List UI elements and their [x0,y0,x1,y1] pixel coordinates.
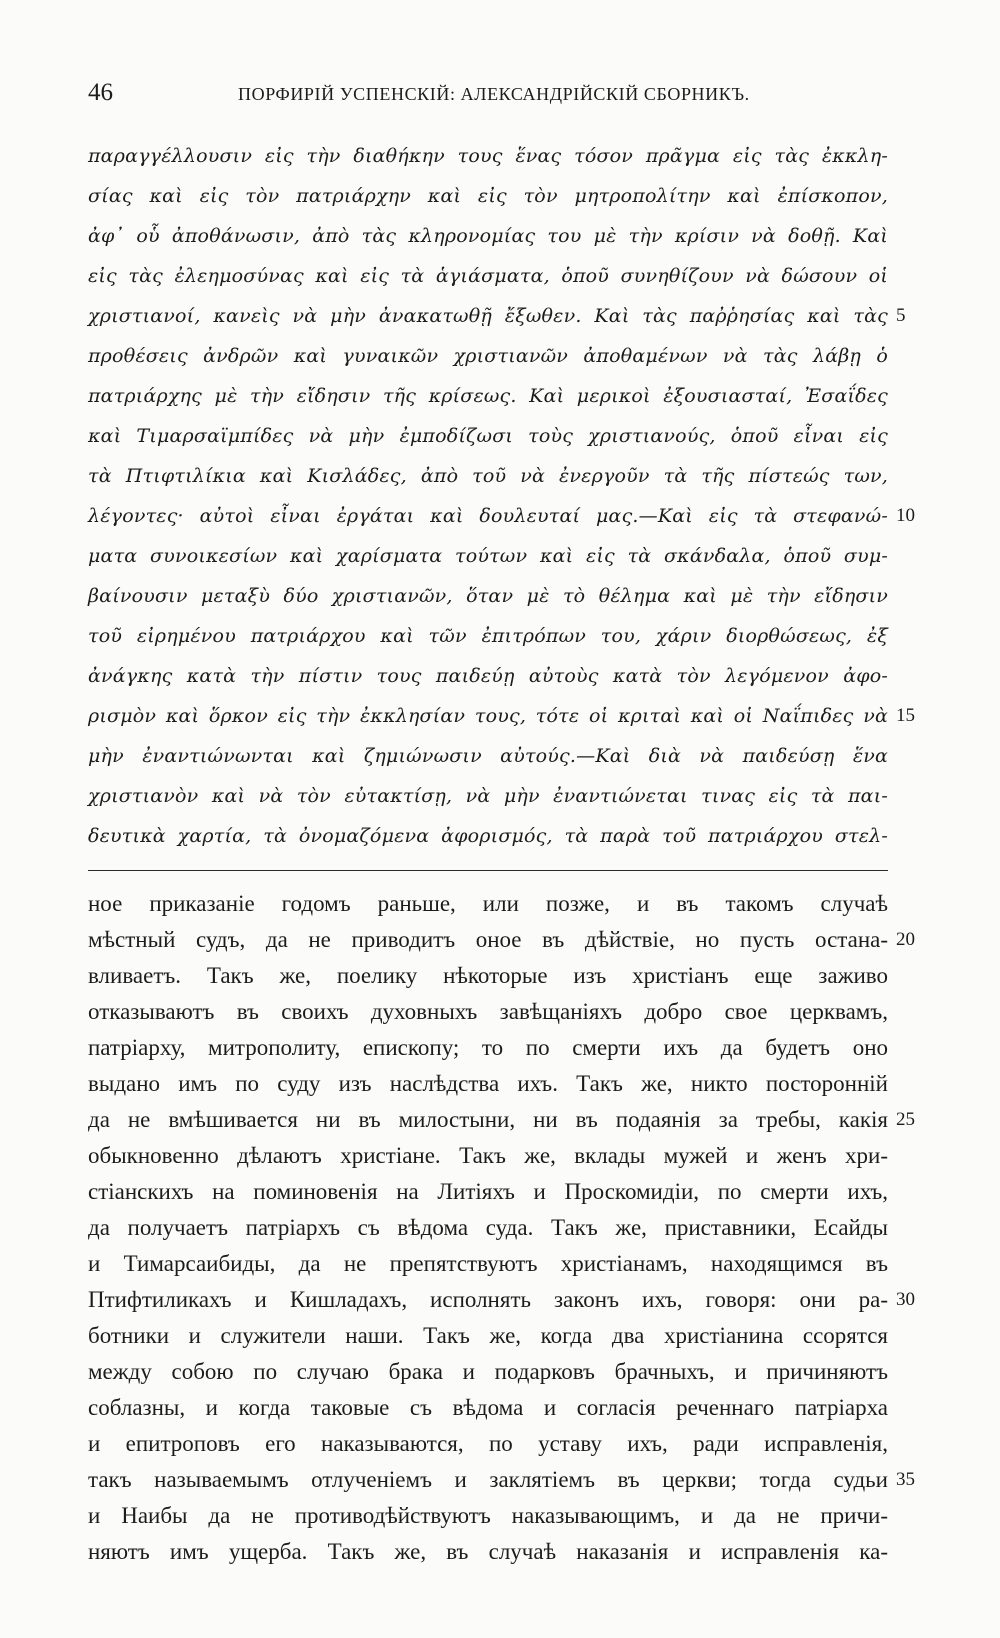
greek-line: ματα συνοικεσίων καὶ χαρίσματα τούτων καὶ εἰς τὰ σκάνδαλα, ὁποῦ συμ- [88,545,888,567]
greek-line: ἀνάγκης κατὰ τὴν πίστιν τους παιδεύῃ αὐτοὺς κατὰ τὸν λεγόμενον ἀφο- [88,665,888,687]
russian-line: и Тимарсаибиды, да не препятствуютъ христіанамъ, находящимся въ [88,1251,888,1276]
line-number: 5 [896,305,906,326]
russian-line: стіанскихъ на поминовенія на Литіяхъ и Проскомидіи, по смерти ихъ, [88,1179,888,1204]
greek-line: δευτικὰ χαρτία, τὰ ὀνομαζόμενα ἀφορισμός, τὰ παρὰ τοῦ πατριάρχου στελ- [88,825,888,847]
greek-line: χριστιανὸν καὶ νὰ τὸν εὐτακτίσῃ, νὰ μὴν ἐναντιώνεται τινας εἰς τὰ παι- [88,785,888,807]
russian-line: выдано имъ по суду изъ наслѣдства ихъ. Такъ же, никто посторонній [88,1071,888,1096]
line-number: 20 [896,929,915,950]
line-number: 30 [896,1289,915,1310]
greek-line: ρισμὸν καὶ ὅρκον εἰς τὴν ἐκκλησίαν τους, τότε οἱ κριταὶ καὶ οἱ Ναΐπιδες νὰ [88,705,888,727]
line-number: 15 [896,705,915,726]
line-number: 35 [896,1469,915,1490]
russian-line: да не вмѣшивается ни въ милостыни, ни въ подаянія за требы, какія [88,1107,888,1132]
russian-line: и Наибы да не противодѣйствуютъ наказывающимъ, и да не причи- [88,1503,888,1528]
russian-line: ботники и служители наши. Такъ же, когда два христіанина ссорятся [88,1323,888,1348]
greek-line: παραγγέλλουσιν εἰς τὴν διαθήκην τους ἕνας τόσον πρᾶγμα εἰς τὰς ἐκκλη- [88,145,888,167]
greek-line: τὰ Πτιφτιλίκια καὶ Κισλάδες, ἀπὸ τοῦ νὰ ἐνεργοῦν τὰ τῆς πίστεώς των, [88,465,888,487]
running-head: ПОРФИРІЙ УСПЕНСКІЙ: АЛЕКСАНДРІЙСКІЙ СБОРНИКЪ. [238,84,750,104]
greek-line: τοῦ εἰρημένου πατριάρχου καὶ τῶν ἐπιτρόπων του, χάριν διορθώσεως, ἐξ [88,625,888,647]
russian-line: вливаетъ. Такъ же, поелику нѣкоторые изъ христіанъ еще заживо [88,963,888,988]
russian-line: и епитроповъ его наказываются, по уставу ихъ, ради исправленія, [88,1431,888,1456]
russian-line: мѣстный судъ, да не приводитъ оное въ дѣйствіе, но пусть остана- [88,927,888,952]
russian-line: такъ называемымъ отлученіемъ и заклятіемъ въ церкви; тогда судьи [88,1467,888,1492]
greek-line: προθέσεις ἀνδρῶν καὶ γυναικῶν χριστιανῶν ἀποθαμένων νὰ τὰς λάβῃ ὁ [88,345,888,367]
greek-line: πατριάρχης μὲ τὴν εἴδησιν τῆς κρίσεως. Καὶ μερικοὶ ἐξουσιασταί, Ἐσαΐδες [88,385,888,407]
page-header [88,78,888,112]
russian-line: Птифтиликахъ и Кишладахъ, исполнять законъ ихъ, говоря: они ра- [88,1287,888,1312]
russian-line: ное приказаніе годомъ раньше, или позже, и въ такомъ случаѣ [88,891,888,916]
line-number: 25 [896,1109,915,1130]
russian-line: обыкновенно дѣлаютъ христіане. Такъ же, вклады мужей и женъ хри- [88,1143,888,1168]
greek-line: σίας καὶ εἰς τὸν πατριάρχην καὶ εἰς τὸν μητροπολίτην καὶ ἐπίσκοπον, [88,185,888,207]
greek-line: εἰς τὰς ἐλεημοσύνας καὶ εἰς τὰ ἁγιάσματα, ὁποῦ συνηθίζουν νὰ δώσουν οἱ [88,265,888,287]
page-number: 46 [88,79,113,106]
greek-line: βαίνουσιν μεταξὺ δύο χριστιανῶν, ὅταν μὲ τὸ θέλημα καὶ μὲ τὴν εἴδησιν [88,585,888,607]
russian-line: няютъ имъ ущерба. Такъ же, въ случаѣ наказанія и исправленія ка- [88,1539,888,1564]
russian-line: соблазны, и когда таковые съ вѣдома и согласія реченнаго патріарха [88,1395,888,1420]
russian-line: патріарху, митрополиту, епископу; то по смерти ихъ да будетъ оно [88,1035,888,1060]
greek-line: χριστιανοί, κανεὶς νὰ μὴν ἀνακατωθῇ ἔξωθεν. Καὶ τὰς παῤῥησίας καὶ τὰς [88,305,888,327]
russian-line: между собою по случаю брака и подарковъ брачныхъ, и причиняютъ [88,1359,888,1384]
section-divider [88,870,888,871]
line-number: 10 [896,505,915,526]
russian-line: да получаетъ патріархъ съ вѣдома суда. Такъ же, приставники, Есайды [88,1215,888,1240]
greek-line: καὶ Τιμαρσαϊμπίδες νὰ μὴν ἐμποδίζωσι τοὺς χριστιανούς, ὁποῦ εἶναι εἰς [88,425,888,447]
greek-line: λέγοντες· αὐτοὶ εἶναι ἐργάται καὶ δουλευταί μας.—Καὶ εἰς τὰ στεφανώ- [88,505,888,527]
greek-line: ἀφ᾽ οὗ ἀποθάνωσιν, ἀπὸ τὰς κληρονομίας του μὲ τὴν κρίσιν νὰ δοθῇ. Καὶ [88,225,888,247]
russian-line: отказываютъ въ своихъ духовныхъ завѣщаніяхъ добро свое церквамъ, [88,999,888,1024]
greek-line: μὴν ἐναντιώνωνται καὶ ζημιώνωσιν αὐτούς.—Καὶ διὰ νὰ παιδεύσῃ ἕνα [88,745,888,767]
